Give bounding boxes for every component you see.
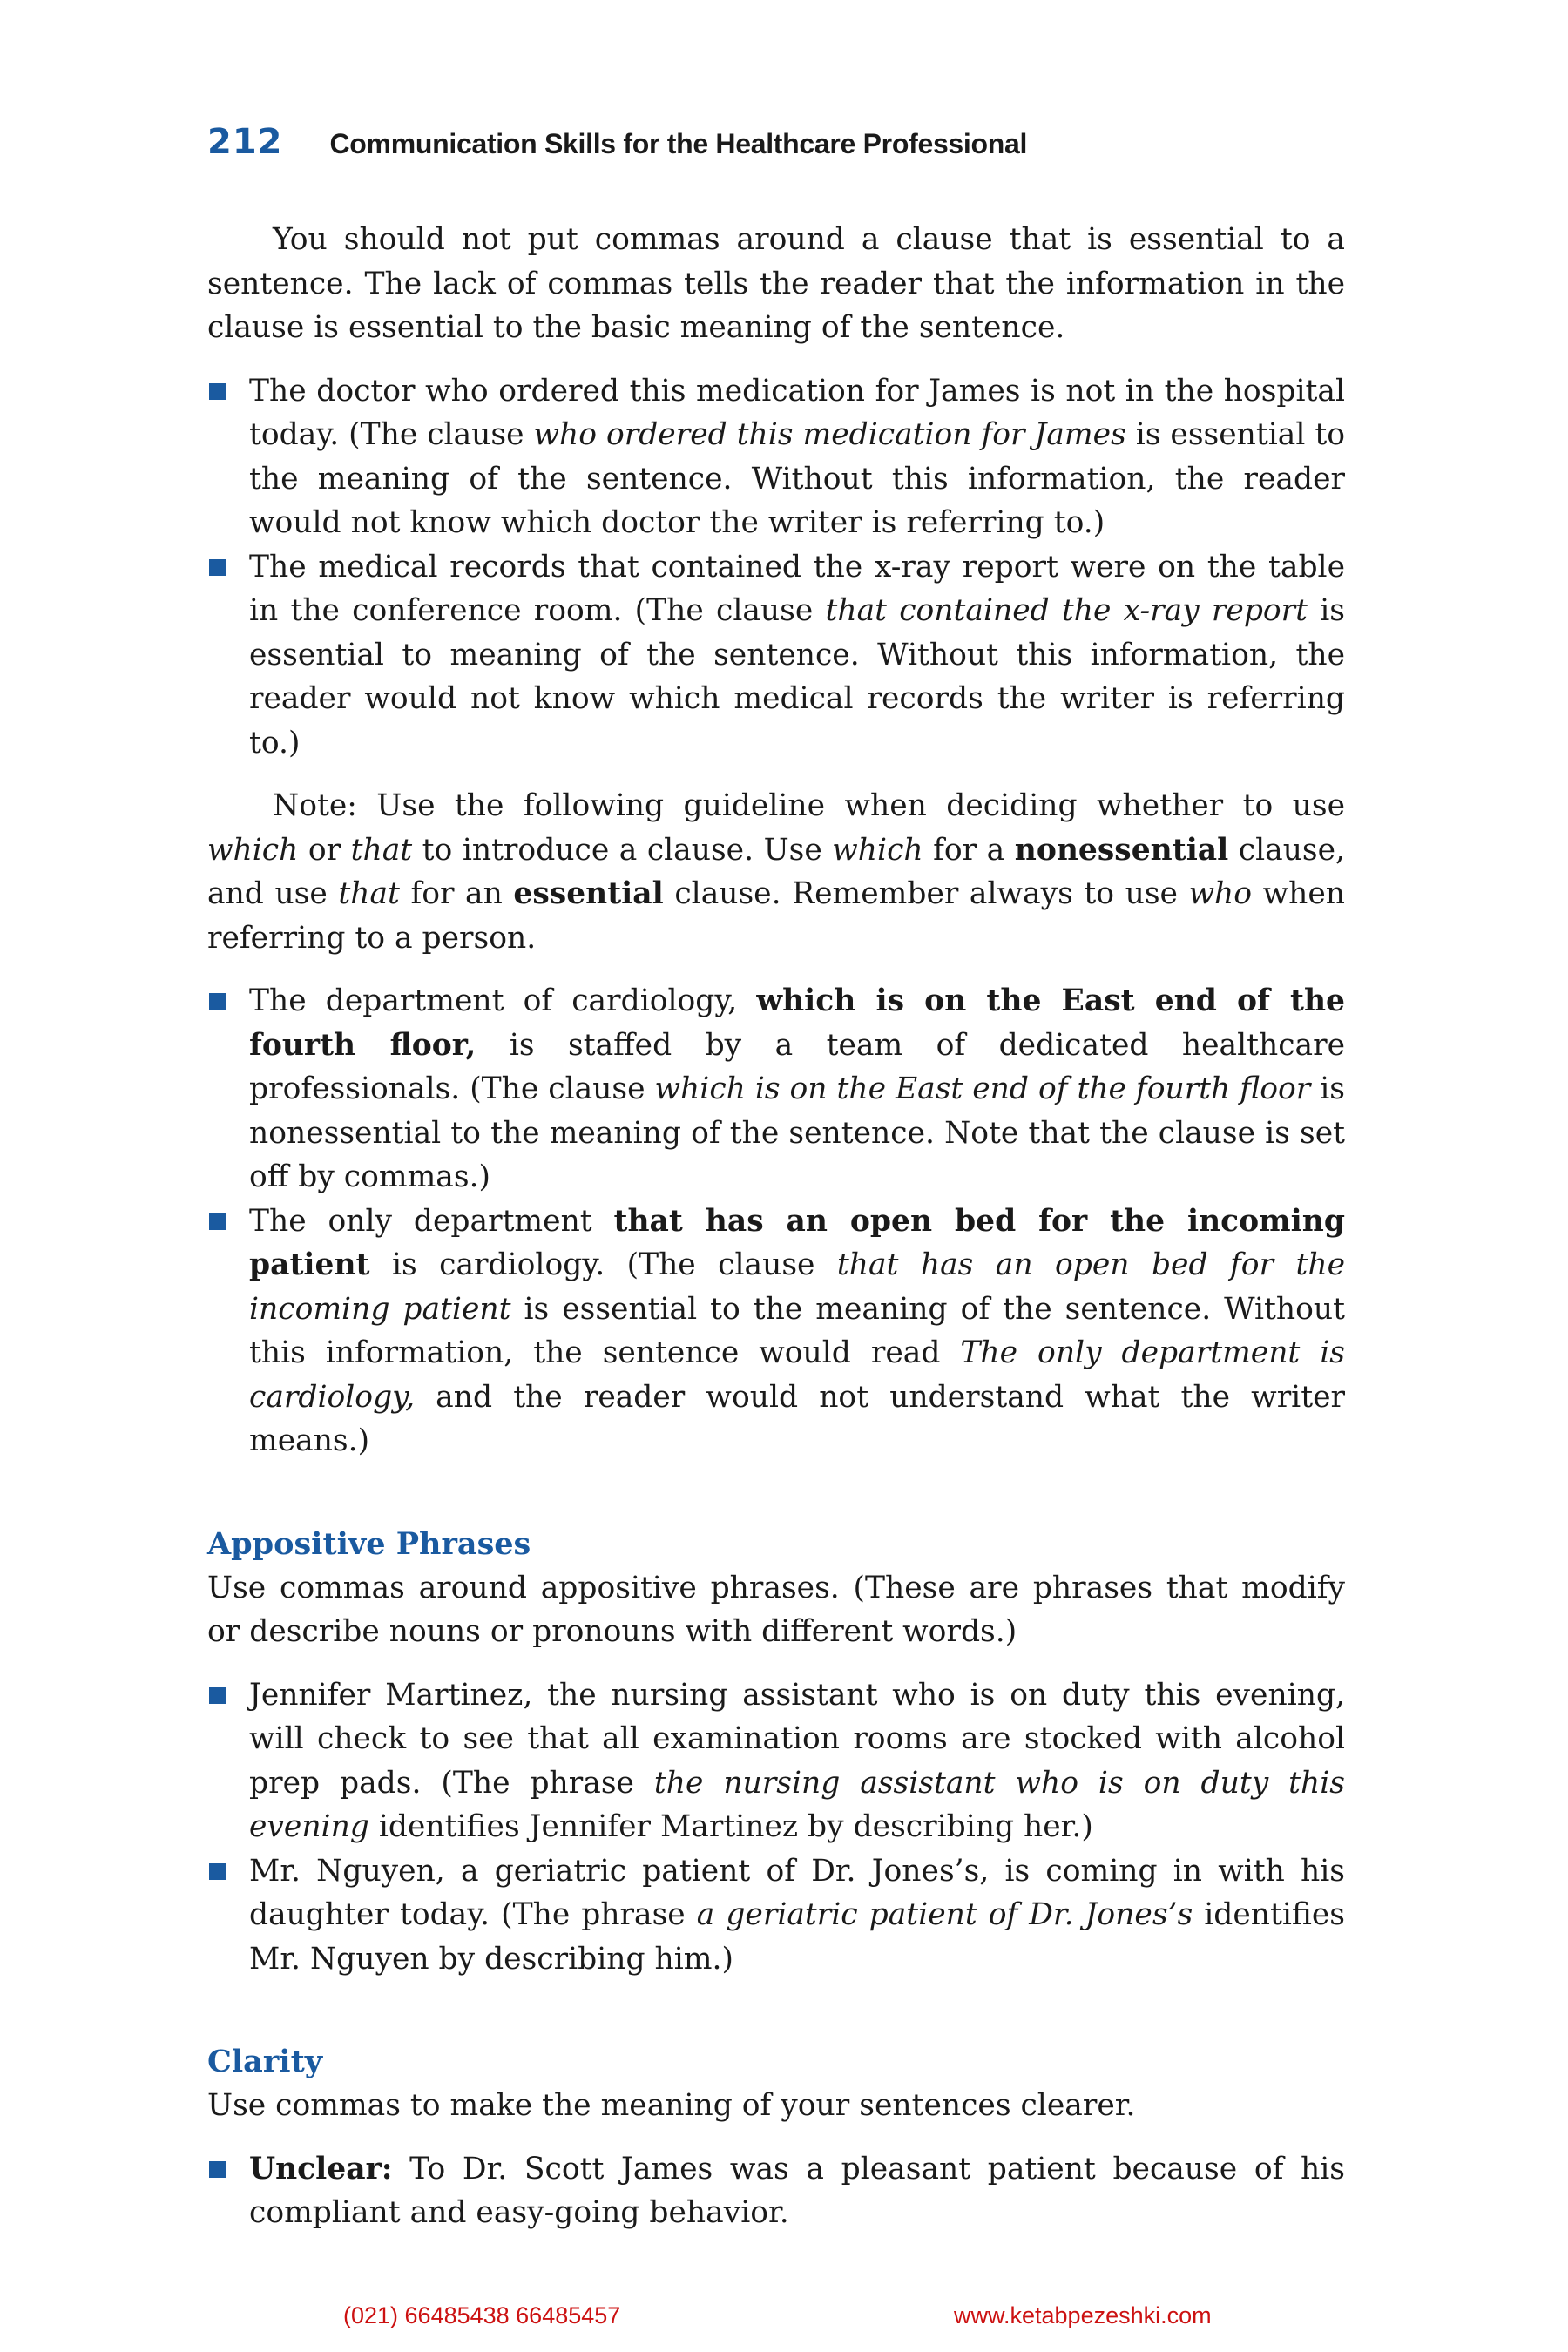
note-text: or <box>298 832 351 868</box>
note-text: clause, and use <box>207 832 1346 911</box>
example-italic: The only department is cardiology, <box>249 1335 1345 1415</box>
example-text: The medical records that contained the x-ray report were on the table in the conference room. (The clause <box>249 549 1345 628</box>
list-item <box>207 2147 1345 2235</box>
section-heading-appositive: Appositive Phrases <box>207 1525 531 1562</box>
note-bold-nonessential: nonessential <box>1014 832 1229 868</box>
clarity-paragraph: Use commas to make the meaning of your sentences clearer. <box>207 2088 1136 2123</box>
essential-examples-list <box>207 369 1345 766</box>
note-text: to introduce a clause. Use <box>412 832 833 868</box>
note-italic-that: that <box>350 832 413 868</box>
example-bold: that has an open bed for the incoming patient <box>249 1203 1345 1282</box>
note-text: for an <box>399 876 514 911</box>
example-text: identifies Mr. Nguyen by describing him.) <box>249 1897 1345 1977</box>
example-text: is cardiology. (The clause <box>369 1247 837 1282</box>
example-text: identifies Jennifer Martinez by describing her.) <box>368 1809 1093 1844</box>
example-text: Jennifer Martinez, the nursing assistant who is on duty this evening, will check to see that all examination rooms are stocked with alcohol prep pads. (The phrase <box>249 1677 1345 1801</box>
example-text: The doctor who ordered this medication for James is not in the hospital today. (The clause <box>249 373 1345 452</box>
clarity-examples-list <box>207 2147 1345 2235</box>
square-bullet-icon <box>209 383 226 400</box>
example-italic: the nursing assistant who is on duty this evening <box>249 1765 1345 1844</box>
note-bold-essential: essential <box>513 876 664 911</box>
example-text: The only department <box>249 1203 614 1239</box>
list-item <box>207 1673 1345 1849</box>
note-text: clause. Remember always to use <box>663 876 1189 911</box>
page-body <box>207 218 1345 2254</box>
note-italic-that: that <box>338 876 400 911</box>
list-item <box>207 1200 1345 1463</box>
page-header <box>207 122 1027 162</box>
example-text: is essential to the meaning of the sentence. Without this information, the sentence would read <box>249 1291 1345 1370</box>
example-italic: which is on the East end of the fourth floor <box>654 1071 1311 1106</box>
footer-phone: (021) 66485438 66485457 <box>343 2302 621 2328</box>
note-text: Note: Use the following guideline when deciding whether to use <box>273 788 1345 823</box>
square-bullet-icon <box>209 993 226 1010</box>
square-bullet-icon <box>209 1687 226 1704</box>
example-bold: which is on the East end of the fourth floor, <box>249 983 1345 1063</box>
square-bullet-icon <box>209 2161 226 2178</box>
example-italic: a geriatric patient of Dr. Jones’s <box>696 1897 1193 1932</box>
square-bullet-icon <box>209 559 226 576</box>
section-heading-clarity: Clarity <box>207 2044 323 2079</box>
page-number: 212 <box>207 122 283 162</box>
running-head: Communication Skills for the Healthcare Professional <box>329 128 1028 159</box>
square-bullet-icon <box>209 1863 226 1880</box>
example-italic: that has an open bed for the incoming patient <box>249 1247 1345 1327</box>
appositive-examples-list <box>207 1673 1345 1982</box>
note-paragraph <box>207 784 1345 960</box>
note-text: when referring to a person. <box>207 876 1346 956</box>
list-item <box>207 369 1345 545</box>
appositive-paragraph: Use commas around appositive phrases. (These are phrases that modify or describe nouns or pronouns with different words.) <box>207 1570 1345 1649</box>
example-text: To Dr. Scott James was a pleasant patient because of his compliant and easy-going behavior. <box>249 2151 1345 2230</box>
square-bullet-icon <box>209 1213 226 1230</box>
example-italic: who ordered this medication for James <box>533 417 1126 452</box>
example-text: Mr. Nguyen, a geriatric patient of Dr. Jones’s, is coming in with his daughter today. (The phrase <box>249 1853 1345 1932</box>
note-examples-list <box>207 979 1345 1463</box>
example-text: and the reader would not understand what the writer means.) <box>249 1379 1345 1458</box>
example-text: is nonessential to the meaning of the sentence. Note that the clause is set off by commas.) <box>249 1071 1345 1194</box>
example-text: The department of cardiology, <box>249 983 757 1018</box>
example-bold: Unclear: <box>249 2151 393 2186</box>
example-text: is staffed by a team of dedicated healthcare professionals. (The clause <box>249 1027 1345 1106</box>
example-italic: that contained the x-ray report <box>825 593 1308 628</box>
list-item <box>207 1849 1345 1982</box>
list-item <box>207 545 1345 766</box>
example-text: is essential to meaning of the sentence. Without this information, the reader would not know which medical records the writer is referring to.) <box>249 593 1345 760</box>
note-italic-which: which <box>832 832 923 868</box>
note-italic-which: which <box>207 832 299 868</box>
example-text: is essential to the meaning of the sentence. Without this information, the reader would not know which doctor the writer is referring to.) <box>249 417 1345 540</box>
intro-paragraph: You should not put commas around a clause that is essential to a sentence. The lack of commas tells the reader that the information in the clause is essential to the basic meaning of the sentence. <box>207 222 1345 345</box>
list-item <box>207 979 1345 1200</box>
note-italic-who: who <box>1188 876 1253 911</box>
note-text: for a <box>923 832 1015 868</box>
footer-website-link[interactable]: www.ketabpezeshki.com <box>954 2302 1212 2328</box>
